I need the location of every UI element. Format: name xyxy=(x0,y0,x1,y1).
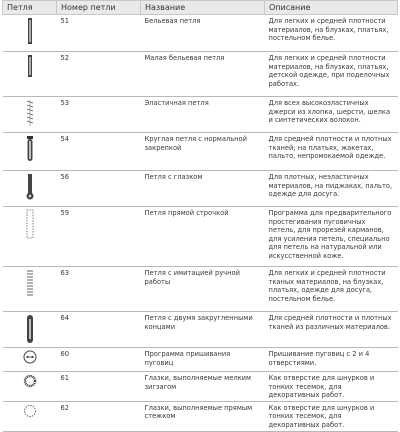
table-row xyxy=(3,312,398,348)
table-row xyxy=(3,15,398,52)
zigzag-eyelet-icon xyxy=(3,372,57,402)
row-description: Для средней плотности и плотных тканей; на платьях, жакетах, пальто, непромокаемой одежде. xyxy=(265,133,398,171)
row-description: Как отверстие для шнурков и тонких тесемок, для декоративных работ. xyxy=(265,372,398,402)
row-description: Для плотных, неэластичных материалов, на пиджаках, пальто, одежде для досуга. xyxy=(265,171,398,207)
row-number: 53 xyxy=(57,97,141,133)
row-description: Для легких и средней плотности материалов, на блузках, платьях, постельном белье. xyxy=(265,15,398,52)
row-number: 62 xyxy=(57,401,141,431)
straight-eyelet-icon xyxy=(3,401,57,431)
row-name: Круглая петля с нормальной закрепкой xyxy=(141,133,265,171)
stretch-buttonhole-icon xyxy=(3,97,57,133)
header-name: Название xyxy=(141,1,265,15)
round-buttonhole-bartack-icon xyxy=(3,133,57,171)
straight-stitch-buttonhole-icon xyxy=(3,207,57,267)
row-name: Малая бельевая петля xyxy=(141,52,265,97)
row-name: Петля с имитацией ручной работы xyxy=(141,267,265,312)
double-bartack-buttonhole-icon xyxy=(3,312,57,348)
header-row xyxy=(3,1,398,15)
row-description: Для легких и средней плотности тканых материалов, на блузках, платьях, одежде для досуга, постельном белье. xyxy=(265,267,398,312)
header-buttonhole: Петля xyxy=(3,1,57,15)
row-name: Бельевая петля xyxy=(141,15,265,52)
row-description: Пришивание пуговиц с 2 и 4 отверстиями. xyxy=(265,348,398,372)
row-number: 51 xyxy=(57,15,141,52)
row-name: Глазки, выполняемые мелким зигзагом xyxy=(141,372,265,402)
row-name: Глазки, выполняемые прямым стежком xyxy=(141,401,265,431)
table-row xyxy=(3,267,398,312)
row-number: 61 xyxy=(57,372,141,402)
keyhole-buttonhole-icon xyxy=(3,171,57,207)
row-name: Программа пришивания пуговиц xyxy=(141,348,265,372)
row-number: 60 xyxy=(57,348,141,372)
row-name: Петля с глазком xyxy=(141,171,265,207)
row-description: Для средней плотности и плотных тканей из различных материалов. xyxy=(265,312,398,348)
table-row xyxy=(3,372,398,402)
row-name: Петля с двумя закругленными концами xyxy=(141,312,265,348)
row-name: Петля прямой строчкой xyxy=(141,207,265,267)
table-row xyxy=(3,52,398,97)
buttonhole-stitch-icon xyxy=(3,15,57,52)
row-description: Программа для предварительного простегивания пуговичных петель, для прорезей карманов, для усиления петель, специально для петель на натуральной или искусственной коже. xyxy=(265,207,398,267)
row-number: 64 xyxy=(57,312,141,348)
row-number: 52 xyxy=(57,52,141,97)
table-row xyxy=(3,97,398,133)
table-row xyxy=(3,133,398,171)
table-row xyxy=(3,171,398,207)
button-sew-on-icon xyxy=(3,348,57,372)
buttonhole-table xyxy=(2,0,398,432)
header-description: Описание xyxy=(265,1,398,15)
row-number: 59 xyxy=(57,207,141,267)
table-row xyxy=(3,401,398,431)
handsewn-buttonhole-icon xyxy=(3,267,57,312)
small-buttonhole-icon xyxy=(3,52,57,97)
row-number: 54 xyxy=(57,133,141,171)
row-name: Эластичная петля xyxy=(141,97,265,133)
row-description: Как отверстие для шнурков и тонких тесемок, для декоративных работ. xyxy=(265,401,398,431)
row-description: Для легких и средней плотности материалов, на блузках, платьях, детской одежде, при поделочных работах. xyxy=(265,52,398,97)
row-description: Для всех высокоэластичных джерси из хлопка, шерсти, шелка и синтетических волокон. xyxy=(265,97,398,133)
row-number: 63 xyxy=(57,267,141,312)
row-number: 56 xyxy=(57,171,141,207)
header-number: Номер петли xyxy=(57,1,141,15)
table-row xyxy=(3,207,398,267)
table-row xyxy=(3,348,398,372)
